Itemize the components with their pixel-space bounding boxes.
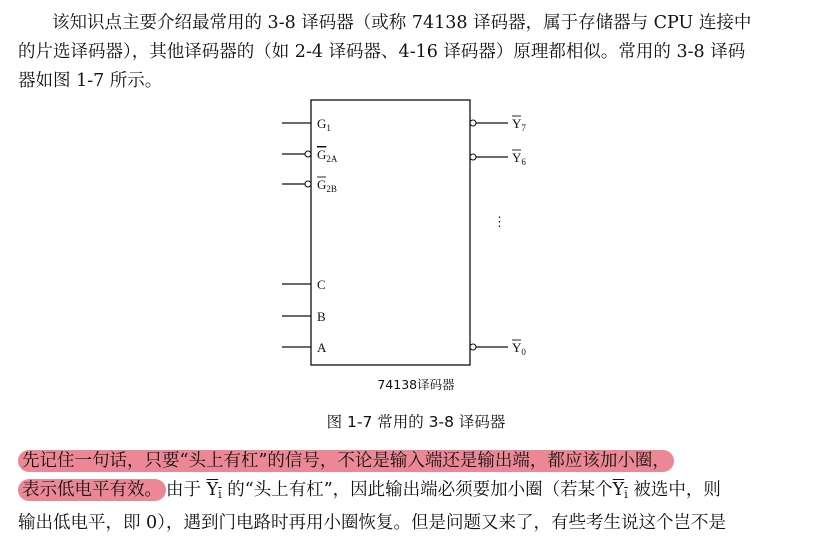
body-line-1 bbox=[18, 447, 814, 476]
decoder-diagram bbox=[270, 95, 570, 400]
body-line-3: 输出低电平，即 0），遇到门电路时再用小圈恢复。但是问题又来了，有些考生说这个岂不是 bbox=[18, 513, 726, 533]
intro-line-1: 该知识点主要介绍最常用的 3-8 译码器（或称 74138 译码器，属于存储器与 CPU 连接中 bbox=[52, 13, 752, 33]
intro-line-2: 的片选译码器），其他译码器的（如 2-4 译码器、4-16 译码器）原理都相似。常用的 3-8 译码 bbox=[18, 42, 746, 62]
y0-bubble bbox=[470, 344, 476, 350]
label-a: A bbox=[317, 340, 327, 355]
label-b: B bbox=[317, 309, 326, 324]
label-y6: $Y_6$ bbox=[512, 150, 526, 167]
figure-caption: 图 1-7 常用的 3-8 译码器 bbox=[326, 413, 506, 431]
decoder-chip-box bbox=[311, 100, 470, 365]
body-line-2 bbox=[18, 476, 814, 509]
highlight-1: 先记住一句话，只要“头上有杠”的信号，不论是输入端还是输出端，都应该加小圈， bbox=[18, 450, 674, 472]
yi-symbol: $Y_i$ bbox=[206, 480, 222, 501]
body-paragraph bbox=[18, 447, 814, 538]
label-y0: $Y_0$ bbox=[512, 340, 526, 357]
label-g2b: $G_{2B}$ bbox=[317, 177, 337, 194]
body-text-c: 被选中，则 bbox=[633, 480, 721, 500]
body-text-b: 的“头上有杠”，因此输出端必须要加小圈（若某个 bbox=[227, 480, 613, 500]
intro-line-3: 器如图 1-7 所示。 bbox=[18, 71, 163, 91]
label-g2a: $G_{2A}$ bbox=[317, 147, 338, 164]
intro-paragraph bbox=[18, 9, 814, 96]
body-text-a: 由于 bbox=[166, 480, 201, 500]
label-y7: $Y_7$ bbox=[512, 116, 526, 133]
y6-bubble bbox=[470, 154, 476, 160]
g2a-bubble bbox=[305, 151, 311, 157]
label-g1: $G_1$ bbox=[317, 116, 331, 133]
label-c: C bbox=[317, 277, 326, 292]
y7-bubble bbox=[470, 120, 476, 126]
highlight-2: 表示低电平有效。 bbox=[18, 479, 166, 501]
g2b-bubble bbox=[305, 181, 311, 187]
yi-symbol-2: $Y_i$ bbox=[612, 480, 628, 501]
chip-label: 74138译码器 bbox=[377, 377, 455, 392]
outputs-ellipsis: ⋮ bbox=[493, 214, 506, 229]
